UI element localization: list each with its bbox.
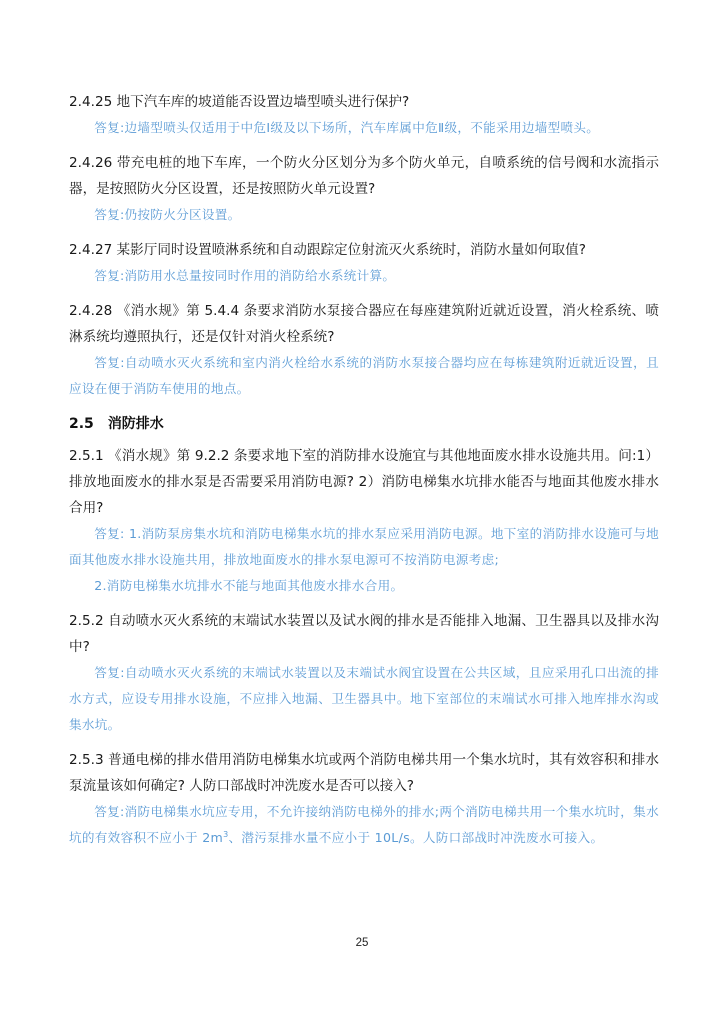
answer-text: 答复:仍按防火分区设置。 [94, 207, 241, 222]
qa-entry-2-4-28 [69, 298, 659, 402]
qa-entry-2-4-27 [69, 237, 659, 289]
question-text: 2.5.1 《消水规》第 9.2.2 条要求地下室的消防排水设施宜与其他地面废水排水设施共用。问:1）排放地面废水的排水泵是否需要采用消防电源? 2）消防电梯集水坑排水能否与地面其他废水排水合用? [69, 448, 659, 516]
qa-entry-2-4-26 [69, 150, 659, 228]
question-text: 2.4.25 地下汽车库的坡道能否设置边墙型喷头进行保护? [69, 94, 410, 110]
superscript-unit: 3 [223, 829, 229, 839]
section-heading [69, 411, 659, 437]
page-content [69, 89, 659, 860]
answer-text: 答复:边墙型喷头仅适用于中危Ⅰ级及以下场所，汽车库属中危Ⅱ级，不能采用边墙型喷头。 [94, 120, 600, 135]
answer-text: 答复:自动喷水灭火系统的末端试水装置以及末端试水阀宜设置在公共区域，且应采用孔口出流的排水方式，应设专用排水设施，不应排入地漏、卫生器具中。地下室部位的末端试水可排入地库排水沟或集水坑。 [69, 665, 659, 732]
answer-text-part: 、潜污泵排水量不应小于 10L/s。人防口部战时冲洗废水可接入。 [228, 830, 604, 845]
answer-text-part: 答复:消防电梯集水坑应专用，不允许接纳消防电梯外的排水;两个消防电梯共用一个集水坑时，集水坑的有效容积不应小于 2m [69, 804, 659, 845]
qa-entry-2-4-25 [69, 89, 659, 141]
section-number: 2.5 [69, 416, 94, 432]
qa-entry-2-5-1 [69, 443, 659, 599]
answer-text: 答复: 1.消防泵房集水坑和消防电梯集水坑的排水泵应采用消防电源。地下室的消防排水设施可与地面其他废水排水设施共用，排放地面废水的排水泵电源可不按消防电源考虑; [69, 526, 659, 567]
answer-text-continued: 2.消防电梯集水坑排水不能与地面其他废水排水合用。 [94, 578, 404, 593]
answer-text: 答复:消防用水总量按同时作用的消防给水系统计算。 [94, 268, 396, 283]
page-number: 25 [355, 937, 369, 949]
answer-text: 答复:自动喷水灭火系统和室内消火栓给水系统的消防水泵接合器均应在每栋建筑附近就近设置，且应设在便于消防车使用的地点。 [69, 355, 659, 396]
qa-entry-2-5-2 [69, 608, 659, 738]
question-text: 2.5.2 自动喷水灭火系统的末端试水装置以及试水阀的排水是否能排入地漏、卫生器具以及排水沟中? [69, 613, 659, 655]
qa-entry-2-5-3 [69, 747, 659, 851]
question-text: 2.4.27 某影厅同时设置喷淋系统和自动跟踪定位射流灭火系统时，消防水量如何取值? [69, 242, 586, 258]
answer-text [69, 799, 659, 851]
section-title: 消防排水 [107, 416, 164, 432]
question-text: 2.4.28 《消水规》第 5.4.4 条要求消防水泵接合器应在每座建筑附近就近设置，消火栓系统、喷淋系统均遵照执行，还是仅针对消火栓系统? [69, 303, 659, 345]
question-text: 2.4.26 带充电桩的地下车库，一个防火分区划分为多个防火单元，自喷系统的信号阀和水流指示器，是按照防火分区设置，还是按照防火单元设置? [69, 155, 659, 197]
question-text: 2.5.3 普通电梯的排水借用消防电梯集水坑或两个消防电梯共用一个集水坑时，其有效容积和排水泵流量该如何确定? 人防口部战时冲洗废水是否可以接入? [69, 752, 659, 794]
